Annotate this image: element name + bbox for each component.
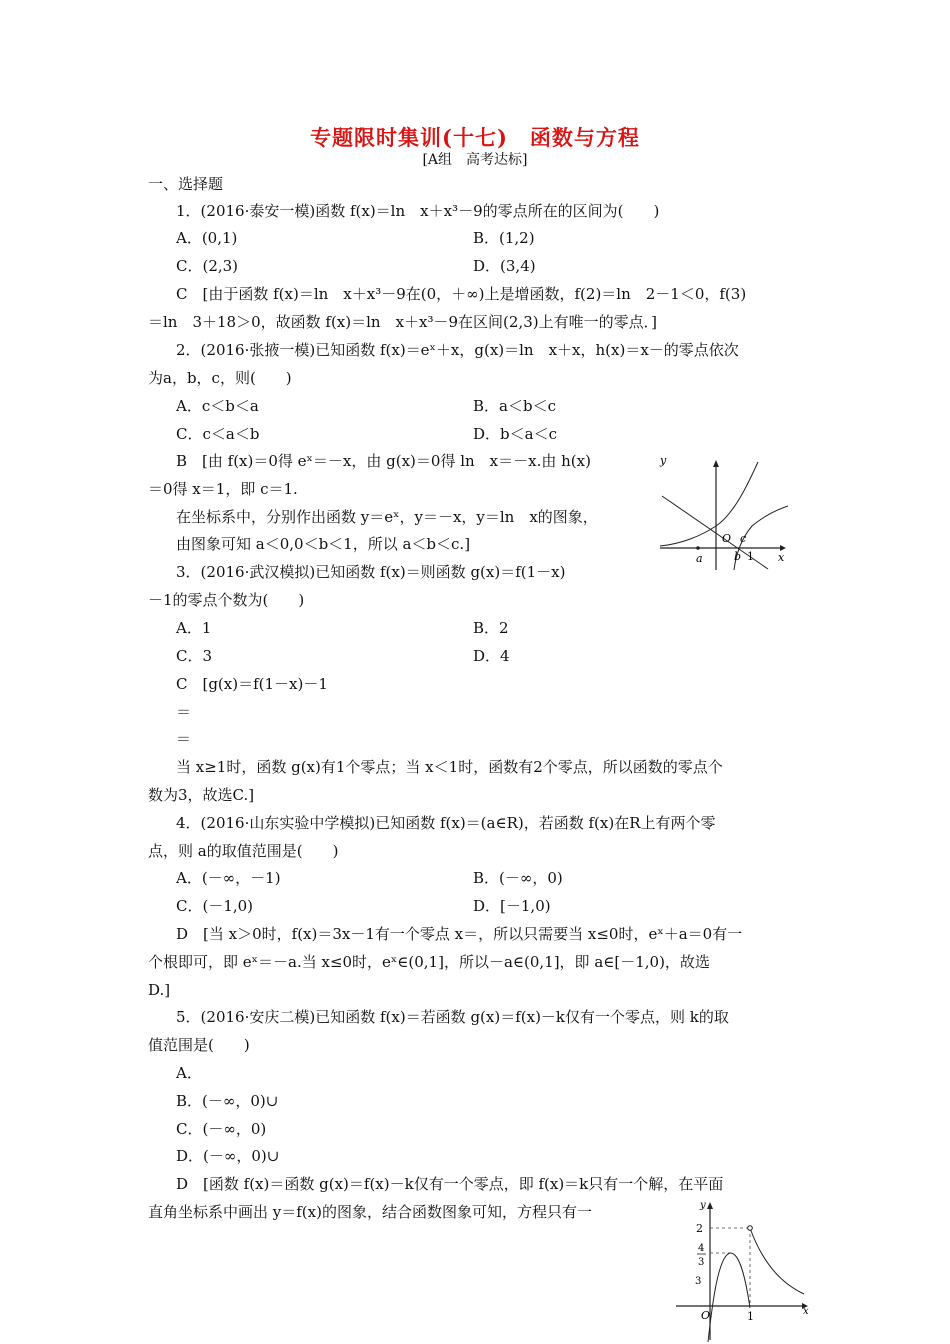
label-c: c [740, 532, 747, 545]
q3-stem: 3．(2016·武汉模拟)已知函数 f(x)＝则函数 g(x)＝f(1－x) [176, 563, 566, 581]
label-O: O [701, 1309, 711, 1322]
page-title: 专题限时集训(十七) 函数与方程 [310, 125, 640, 150]
q1-option-c: C．(2,3) [176, 257, 239, 275]
q2-option-a: A．c＜b＜a [176, 397, 259, 415]
q1-option-d: D．(3,4) [473, 257, 536, 275]
q5-stem: 值范围是( ) [148, 1036, 250, 1054]
label-3: 3 [698, 1257, 705, 1268]
section-heading: 一、选择题 [148, 175, 224, 193]
label-1: 1 [747, 1310, 754, 1323]
q5-stem: 5．(2016·安庆二模)已知函数 f(x)＝若函数 g(x)＝f(x)－k仅有一个零点，则 k的取 [176, 1008, 729, 1026]
q3-option-d: D．4 [473, 647, 510, 665]
q5-option-b: B．(－∞，0)∪ [176, 1092, 279, 1110]
q5-option-c: C．(－∞，0) [176, 1120, 267, 1138]
q3-option-c: C．3 [176, 647, 213, 665]
curve-left-piece [708, 1253, 750, 1342]
q3-option-a: A．1 [176, 619, 212, 637]
q4-answer-line: 个根即可，即 eˣ＝－a.当 x≤0时，eˣ∈(0,1]，所以－a∈(0,1]，即 a∈[－1,0)，故选 [148, 953, 710, 971]
figure-exp-log-graph [656, 454, 790, 572]
group-label: [A组 高考达标] [422, 152, 528, 168]
q3-answer-line: C [g(x)＝f(1－x)－1 [176, 675, 328, 693]
q2-answer-line: B [由 f(x)＝0得 eˣ＝－x，由 g(x)＝0得 ln x＝－x.由 h(x) [176, 452, 591, 470]
open-point [748, 1226, 753, 1231]
q4-option-b: B．(－∞，0) [473, 869, 563, 887]
q2-answer-line: 在坐标系中，分别作出函数 y＝eˣ，y＝－x，y＝ln x的图象， [176, 508, 598, 526]
figure-piecewise-graph [672, 1196, 814, 1342]
point-a [696, 546, 700, 550]
y-axis-arrow [707, 1202, 713, 1209]
q2-option-c: C．c＜a＜b [176, 425, 260, 443]
q3-option-b: B．2 [473, 619, 509, 637]
q3-answer-line: ＝ [176, 703, 192, 721]
q2-answer-line: ＝0得 x＝1，即 c＝1. [148, 480, 298, 498]
q2-answer-line: 由图象可知 a＜0,0＜b＜1，所以 a＜b＜c.] [176, 535, 471, 553]
q4-option-c: C．(－1,0) [176, 897, 254, 915]
q2-option-d: D．b＜a＜c [473, 425, 557, 443]
label-x: x [778, 551, 785, 564]
q2-stem: 为a，b，c，则( ) [148, 369, 292, 387]
q1-answer-line: ＝ln 3＋18＞0，故函数 f(x)＝ln x＋x³－9在区间(2,3)上有唯一的零点．] [148, 313, 657, 331]
q5-option-a: A． [176, 1064, 202, 1082]
q1-stem: 1．(2016·泰安一模)函数 f(x)＝ln x＋x³－9的零点所在的区间为( ) [176, 202, 660, 220]
q1-option-a: A．(0,1) [176, 229, 238, 247]
curve-right-piece [750, 1228, 804, 1294]
q3-answer-line: 数为3，故选C.] [148, 786, 255, 804]
q2-stem: 2．(2016·张掖一模)已知函数 f(x)＝eˣ＋x，g(x)＝ln x＋x，h(x)＝x－的零点依次 [176, 341, 739, 359]
q4-answer-line: D.] [148, 981, 171, 999]
label-2: 2 [696, 1222, 703, 1235]
label-4: 4 [698, 1243, 705, 1254]
label-x: x [803, 1306, 809, 1317]
q3-stem: －1的零点个数为( ) [148, 591, 305, 609]
q2-option-b: B．a＜b＜c [473, 397, 556, 415]
q3-answer-line: ＝ [176, 730, 192, 748]
q4-stem: 4．(2016·山东实验中学模拟)已知函数 f(x)＝(a∈R)，若函数 f(x)在R上有两个零 [176, 814, 716, 832]
label-3b: 3 [695, 1276, 702, 1287]
label-O: O [722, 532, 732, 545]
q4-stem: 点，则 a的取值范围是( ) [148, 842, 339, 860]
q1-answer-line: C [由于函数 f(x)＝ln x＋x³－9在(0，＋∞)上是增函数，f(2)＝ln 2－1＜0，f(3) [176, 285, 747, 303]
q4-option-d: D．[－1,0) [473, 897, 551, 915]
y-axis-arrow [713, 460, 719, 467]
q4-answer-line: D [当 x＞0时，f(x)＝3x－1有一个零点 x＝，所以只需要当 x≤0时，eˣ＋a＝0有一 [176, 925, 743, 943]
label-y: y [660, 454, 667, 467]
q3-answer-line: 当 x≥1时，函数 g(x)有1个零点；当 x＜1时，函数有2个零点，所以函数的零点个 [176, 758, 723, 776]
q1-option-b: B．(1,2) [473, 229, 535, 247]
q5-option-d: D．(－∞，0)∪ [176, 1147, 280, 1165]
label-1: 1 [747, 550, 754, 563]
q4-option-a: A．(－∞，－1) [176, 869, 281, 887]
label-b: b [734, 550, 742, 563]
label-a: a [696, 552, 703, 565]
q5-answer-line: D [函数 f(x)＝函数 g(x)＝f(x)－k仅有一个零点，即 f(x)＝k只有一个解，在平面 [176, 1175, 724, 1193]
label-y: y [700, 1200, 706, 1211]
q5-answer-line: 直角坐标系中画出 y＝f(x)的图象，结合函数图象可知，方程只有一 [148, 1203, 592, 1221]
